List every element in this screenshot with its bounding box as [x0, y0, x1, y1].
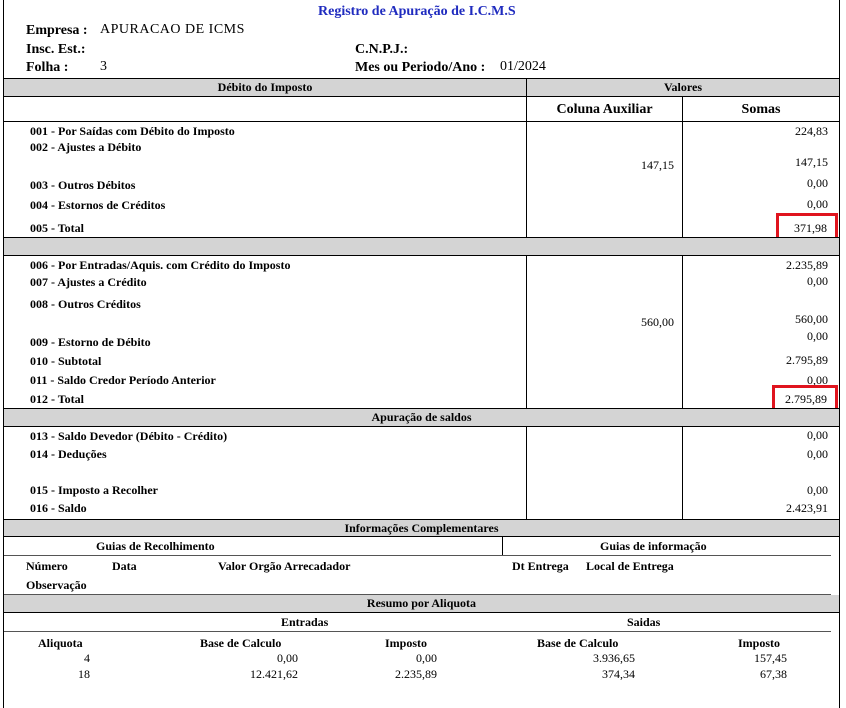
valor-orgao-label: Valor Orgão Arrecadador [218, 559, 351, 573]
resumo-row-base-entrada: 0,00 [277, 651, 298, 665]
credito-row-011-label: 011 - Saldo Credor Período Anterior [30, 373, 216, 387]
observacao-label: Observação [26, 578, 87, 592]
folha-value: 3 [100, 59, 107, 74]
data-label: Data [112, 559, 137, 573]
resumo-row-imposto-entrada: 0,00 [416, 651, 437, 665]
coluna-auxiliar-header: Coluna Auxiliar [556, 102, 653, 117]
resumo-row-base-saida: 3.936,65 [593, 651, 635, 665]
credito-row-010-label: 010 - Subtotal [30, 354, 102, 368]
empresa-value: APURACAO DE ICMS [100, 22, 245, 37]
credito-row-009-label: 009 - Estorno de Débito [30, 335, 151, 349]
resumo-row-imposto-saida: 157,45 [754, 651, 787, 665]
debito-row-003-label: 003 - Outros Débitos [30, 178, 136, 192]
cnpj-label: C.N.P.J.: [355, 42, 409, 57]
saidas-header: Saidas [627, 615, 661, 629]
apuracao-row-016-soma: 2.423,91 [786, 501, 828, 515]
credito-row-006-soma: 2.235,89 [786, 258, 828, 272]
separator-bar [4, 238, 839, 255]
resumo-row-base-saida: 374,34 [602, 667, 635, 681]
credito-row-008-aux: 560,00 [641, 315, 674, 329]
credito-row-012-soma: 2.795,89 [785, 392, 827, 406]
apuracao-title: Apuração de saldos [371, 410, 472, 424]
folha-label: Folha : [26, 60, 69, 75]
apuracao-row-014-soma: 0,00 [807, 447, 828, 461]
apuracao-row-015-label: 015 - Imposto a Recolher [30, 483, 158, 497]
debito-row-002-soma: 147,15 [795, 155, 828, 169]
resumo-row-base-entrada: 12.421,62 [250, 667, 298, 681]
debito-row-005-soma: 371,98 [794, 221, 827, 235]
guias-recolhimento-header: Guias de Recolhimento [96, 539, 215, 553]
debito-row-002-aux: 147,15 [641, 158, 674, 172]
apuracao-row-014-label: 014 - Deduções [30, 447, 107, 461]
info-title: Informações Complementares [344, 521, 499, 535]
numero-label: Número [26, 559, 68, 573]
debito-row-004-label: 004 - Estornos de Créditos [30, 198, 166, 212]
local-entrega-label: Local de Entrega [586, 559, 674, 573]
dt-entrega-label: Dt Entrega [512, 559, 569, 573]
col-imposto-saida-header: Imposto [738, 636, 781, 650]
apuracao-row-013-label: 013 - Saldo Devedor (Débito - Crédito) [30, 429, 228, 443]
debito-row-001-soma: 224,83 [795, 124, 828, 138]
somas-header: Somas [741, 102, 781, 117]
guias-informacao-header: Guias de informação [600, 539, 707, 553]
debito-row-004-soma: 0,00 [807, 197, 828, 211]
resumo-title: Resumo por Aliquota [366, 596, 477, 610]
insc-est-label: Insc. Est.: [26, 42, 86, 57]
credito-row-009-soma: 0,00 [807, 329, 828, 343]
col-base-saida-header: Base de Calculo [537, 636, 619, 650]
credito-row-012-label: 012 - Total [30, 392, 85, 406]
resumo-row-imposto-entrada: 2.235,89 [395, 667, 437, 681]
periodo-label: Mes ou Periodo/Ano : [355, 60, 486, 75]
col-base-entrada-header: Base de Calculo [200, 636, 282, 650]
credito-row-007-label: 007 - Ajustes a Crédito [30, 275, 147, 289]
debito-header: Débito do Imposto [217, 80, 313, 94]
credito-row-008-label: 008 - Outros Créditos [30, 297, 141, 311]
resumo-row-aliquota: 18 [78, 667, 90, 681]
debito-row-003-soma: 0,00 [807, 176, 828, 190]
valores-header: Valores [663, 80, 702, 94]
report-title: Registro de Apuração de I.C.M.S [318, 4, 516, 19]
credito-row-007-soma: 0,00 [807, 274, 828, 288]
empresa-label: Empresa : [26, 23, 88, 38]
entradas-header: Entradas [281, 615, 329, 629]
col-imposto-entrada-header: Imposto [385, 636, 428, 650]
resumo-row-imposto-saida: 67,38 [760, 667, 787, 681]
apuracao-row-016-label: 016 - Saldo [30, 501, 87, 515]
credito-row-008-soma: 560,00 [795, 312, 828, 326]
debito-row-001-label: 001 - Por Saídas com Débito do Imposto [30, 124, 235, 138]
debito-row-002-label: 002 - Ajustes a Débito [30, 140, 142, 154]
credito-row-010-soma: 2.795,89 [786, 353, 828, 367]
credito-row-006-label: 006 - Por Entradas/Aquis. com Crédito do Imposto [30, 258, 291, 272]
periodo-value: 01/2024 [500, 59, 546, 74]
resumo-row-aliquota: 4 [84, 651, 90, 665]
apuracao-row-015-soma: 0,00 [807, 483, 828, 497]
col-aliquota-header: Aliquota [38, 636, 83, 650]
apuracao-row-013-soma: 0,00 [807, 428, 828, 442]
debito-row-005-label: 005 - Total [30, 221, 85, 235]
credito-row-011-soma: 0,00 [807, 373, 828, 387]
